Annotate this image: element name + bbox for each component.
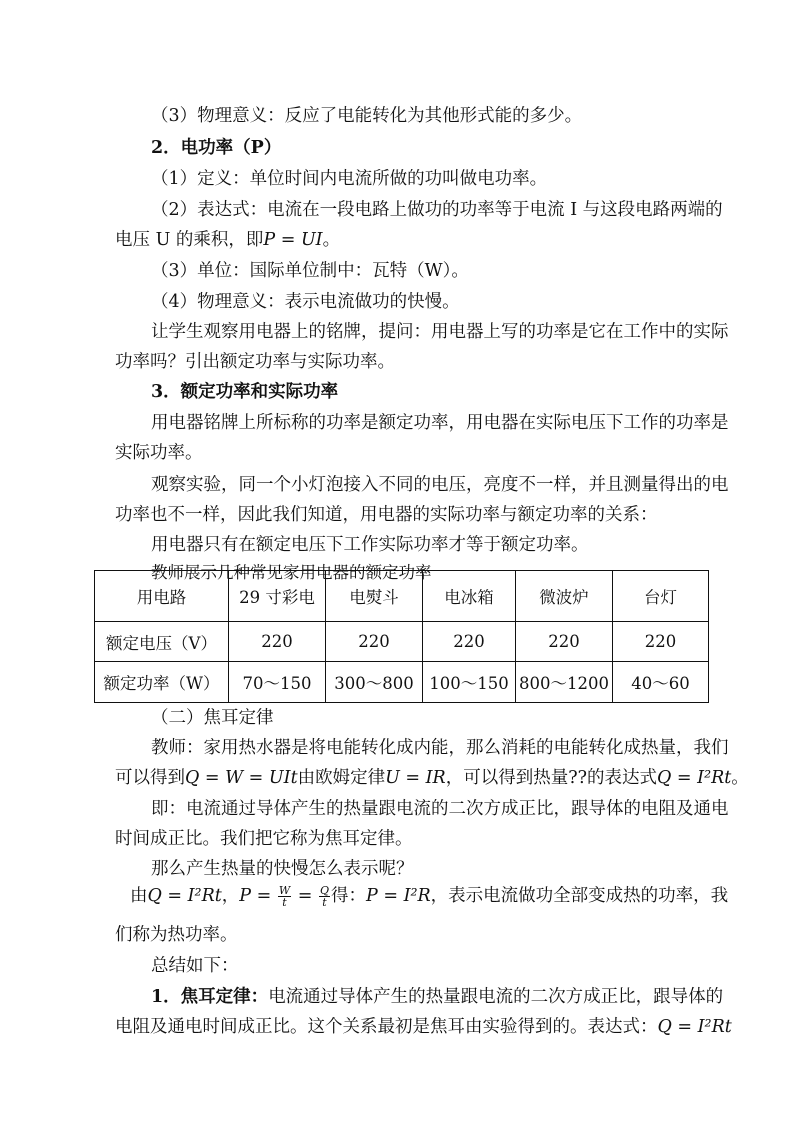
table-cell: 800～1200 bbox=[516, 662, 613, 703]
fraction-numerator: Q bbox=[319, 884, 329, 897]
formula-p-i2r: P = I²R bbox=[366, 886, 431, 906]
formula-q-w-uit: Q = W = UIt bbox=[185, 768, 298, 788]
fraction-w-over-t bbox=[278, 885, 291, 908]
table-row-rated-voltage bbox=[95, 622, 709, 662]
table-cell: 220 bbox=[613, 622, 709, 662]
text-segment: 电压 U 的乘积，即 bbox=[115, 230, 264, 250]
summary-term-joule-law: 1．焦耳定律： bbox=[151, 987, 269, 1007]
paragraph-joule-law-summary-cont bbox=[115, 1015, 800, 1039]
fraction-q-over-t bbox=[319, 885, 330, 908]
table-cell: 用电路 bbox=[95, 571, 229, 622]
formula-p-prefix: P = bbox=[239, 886, 277, 906]
table-cell: 额定电压（V） bbox=[95, 622, 229, 662]
paragraph-joule-law-summary bbox=[151, 985, 800, 1009]
text-segment: 电阻及通电时间成正比。这个关系最初是焦耳由实验得到的。表达式： bbox=[115, 1017, 658, 1037]
table-cell: 电熨斗 bbox=[326, 571, 423, 622]
paragraph-teacher-heater: 教师：家用热水器是将电能转化成内能，那么消耗的电能转化成热量，我们 bbox=[151, 738, 729, 758]
table-caption: 教师展示几种常见家用电器的额定功率 bbox=[151, 563, 432, 582]
text-segment: 由欧姆定律 bbox=[297, 768, 386, 788]
text-segment: ， bbox=[221, 886, 240, 906]
paragraph-heat-expression bbox=[115, 766, 800, 790]
formula-q-i2rt: Q = I²Rt bbox=[657, 768, 732, 788]
formula-q-i2rt: Q = I²Rt bbox=[657, 1017, 732, 1037]
paragraph-joule-statement: 即：电流通过导体产生的热量跟电流的二次方成正比，跟导体的电阻及通电 bbox=[151, 799, 729, 819]
paragraph-rated-power-cont: 实际功率。 bbox=[115, 443, 203, 463]
table-cell: 40～60 bbox=[613, 662, 709, 703]
paragraph-nameplate-question-cont: 功率吗？引出额定功率与实际功率。 bbox=[115, 352, 395, 372]
table-cell: 100～150 bbox=[423, 662, 516, 703]
table-cell: 电冰箱 bbox=[423, 571, 516, 622]
paragraph-power-definition: （1）定义：单位时间内电流所做的功叫做电功率。 bbox=[151, 169, 548, 189]
text-segment: 可以得到 bbox=[115, 768, 185, 788]
paragraph-experiment-cont: 功率也不一样，因此我们知道，用电器的实际功率与额定功率的关系： bbox=[115, 505, 658, 525]
paragraph-heat-rate-question: 那么产生热量的快慢怎么表示呢？ bbox=[151, 859, 414, 879]
formula-equals: = bbox=[292, 886, 318, 906]
table-cell: 220 bbox=[516, 622, 613, 662]
fraction-numerator: W bbox=[278, 884, 291, 897]
paragraph-experiment: 观察实验，同一个小灯泡接入不同的电压，亮度不一样，并且测量得出的电 bbox=[151, 475, 729, 495]
paragraph-summary: 总结如下： bbox=[151, 956, 239, 976]
table-cell: 220 bbox=[423, 622, 516, 662]
paragraph-rated-power: 用电器铭牌上所标称的功率是额定功率，用电器在实际电压下工作的功率是 bbox=[151, 413, 729, 433]
paragraph-rated-condition: 用电器只有在额定电压下工作实际功率才等于额定功率。 bbox=[151, 535, 589, 555]
paragraph-nameplate-question: 让学生观察用电器上的铭牌，提问：用电器上写的功率是它在工作中的实际 bbox=[151, 322, 729, 342]
table-header-row bbox=[95, 571, 709, 622]
paragraph-power-expression: （2）表达式：电流在一段电路上做功的功率等于电流 I 与这段电路两端的 bbox=[151, 200, 723, 220]
text-segment: ，表示电流做功全部变成热的功率，我 bbox=[430, 886, 729, 906]
table-cell: 300～800 bbox=[326, 662, 423, 703]
paragraph-thermal-power-derivation bbox=[130, 884, 800, 908]
fraction-denominator: t bbox=[322, 896, 327, 909]
table-cell: 220 bbox=[229, 622, 326, 662]
table-cell: 70～150 bbox=[229, 662, 326, 703]
text-segment: 。 bbox=[322, 230, 341, 250]
table-cell: 29 寸彩电 bbox=[229, 571, 326, 622]
table-cell: 220 bbox=[326, 622, 423, 662]
table-row-rated-power bbox=[95, 662, 709, 703]
heading-electric-power: 2．电功率（P） bbox=[151, 138, 282, 158]
formula-u-ir: U = IR bbox=[385, 768, 446, 788]
heading-rated-actual-power: 3．额定功率和实际功率 bbox=[151, 382, 339, 402]
text-segment: 由 bbox=[130, 886, 148, 906]
table-cell: 微波炉 bbox=[516, 571, 613, 622]
text-segment: ，可以得到热量??的表达式 bbox=[445, 768, 658, 788]
table-cell: 额定功率（W） bbox=[95, 662, 229, 703]
section-heading-joule-law: （二）焦耳定律 bbox=[151, 708, 274, 728]
formula-p-ui: P = UI bbox=[263, 230, 323, 250]
appliance-power-table bbox=[94, 570, 709, 703]
table-cell: 台灯 bbox=[613, 571, 709, 622]
text-segment: 电流通过导体产生的热量跟电流的二次方成正比，跟导体的 bbox=[268, 987, 724, 1007]
paragraph-power-expression-cont bbox=[115, 228, 800, 252]
fraction-denominator: t bbox=[282, 896, 287, 909]
paragraph-thermal-power-cont: 们称为热功率。 bbox=[115, 925, 238, 945]
text-segment: 得： bbox=[331, 886, 366, 906]
paragraph-power-meaning: （4）物理意义：表示电流做功的快慢。 bbox=[151, 292, 460, 312]
text-segment: 。 bbox=[731, 768, 749, 788]
paragraph-physical-meaning-work: （3）物理意义：反应了电能转化为其他形式能的多少。 bbox=[151, 106, 583, 126]
paragraph-power-unit: （3）单位：国际单位制中：瓦特（W）。 bbox=[151, 261, 469, 281]
paragraph-joule-statement-cont: 时间成正比。我们把它称为焦耳定律。 bbox=[115, 829, 413, 849]
formula-q-i2rt: Q = I²Rt bbox=[147, 886, 222, 906]
